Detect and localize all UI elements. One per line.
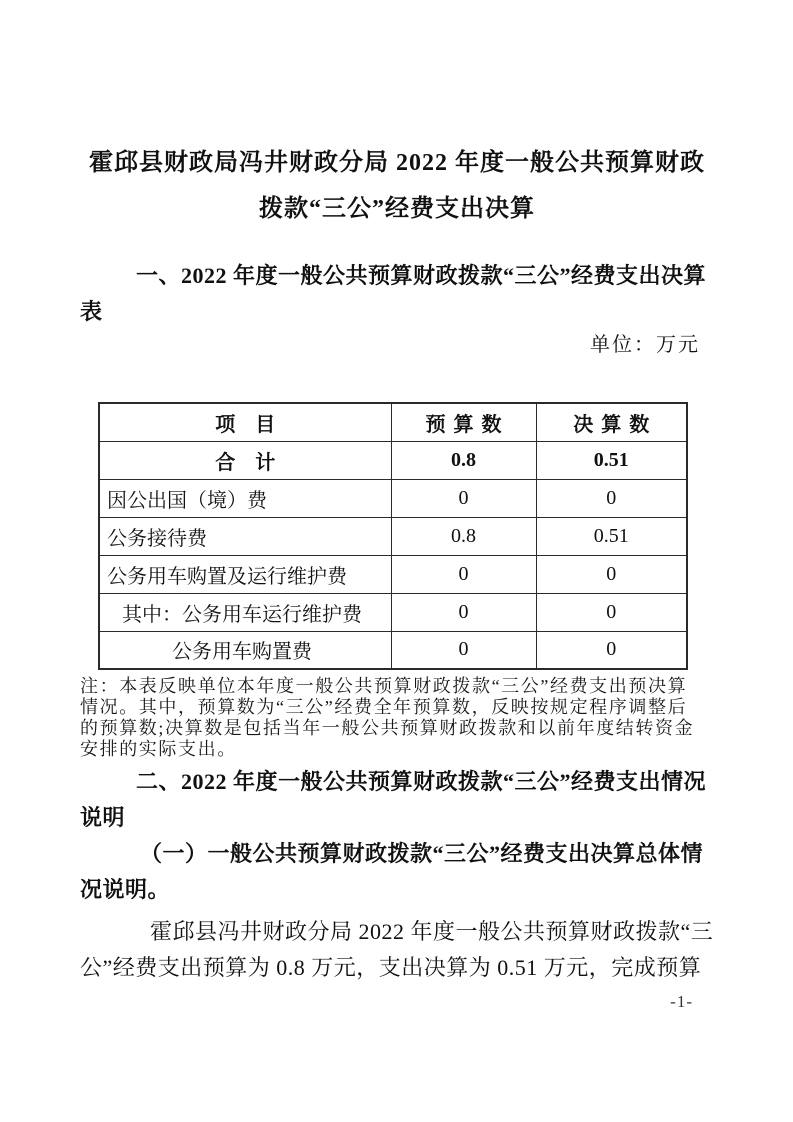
final-value: 0 xyxy=(536,555,687,593)
final-value: 0.51 xyxy=(536,517,687,555)
heading-line: 说明 xyxy=(80,805,126,830)
heading-line: 一、2022 年度一般公共预算财政拨款“三公”经费支出决算 xyxy=(136,263,707,288)
row-label: 公务用车购置费 xyxy=(99,631,391,669)
header-budget-column: 预 算 数 xyxy=(391,403,536,441)
three-public-expense-table xyxy=(98,402,688,670)
paragraph-line: 公”经费支出预算为 0.8 万元，支出决算为 0.51 万元，完成预算 xyxy=(80,955,702,980)
header-final-column: 决 算 数 xyxy=(536,403,687,441)
budget-value: 0 xyxy=(391,631,536,669)
table-note xyxy=(80,676,714,760)
title-line: 拨款“三公”经费支出决算 xyxy=(259,196,535,222)
note-line: 注：本表反映单位本年度一般公共预算财政拨款“三公”经费支出预决算 xyxy=(80,676,688,696)
heading-line: 二、2022 年度一般公共预算财政拨款“三公”经费支出情况 xyxy=(136,769,707,794)
document-title xyxy=(80,140,714,232)
budget-value: 0.8 xyxy=(391,517,536,555)
page-number: -1- xyxy=(670,992,693,1011)
paragraph-line: 霍邱县冯井财政分局 2022 年度一般公共预算财政拨款“三 xyxy=(150,919,714,944)
heading-line: 表 xyxy=(80,299,103,324)
subsection-one-heading xyxy=(80,836,714,908)
table-row-abroad xyxy=(99,479,687,517)
section-two-heading xyxy=(80,764,714,836)
row-label: 其中：公务用车运行维护费 xyxy=(99,593,391,631)
budget-value: 0 xyxy=(391,593,536,631)
table-row-total xyxy=(99,441,687,479)
header-item-column: 项 目 xyxy=(99,403,391,441)
table-row-reception xyxy=(99,517,687,555)
note-line: 安排的实际支出。 xyxy=(80,739,237,759)
table-header-row xyxy=(99,403,687,441)
budget-value: 0 xyxy=(391,555,536,593)
note-line: 的预算数;决算数是包括当年一般公共预算财政拨款和以前年度结转资金 xyxy=(80,718,695,738)
table-row-vehicle-purchase xyxy=(99,631,687,669)
body-paragraph xyxy=(80,914,714,986)
title-line: 霍邱县财政局冯井财政分局 2022 年度一般公共预算财政 xyxy=(89,150,705,176)
row-label: 合 计 xyxy=(99,441,391,479)
section-one-heading xyxy=(80,258,714,330)
final-value: 0.51 xyxy=(536,441,687,479)
document-content xyxy=(80,0,714,986)
budget-value: 0 xyxy=(391,479,536,517)
heading-line: 况说明。 xyxy=(80,877,171,902)
table-row-vehicle-operation xyxy=(99,593,687,631)
final-value: 0 xyxy=(536,631,687,669)
budget-value: 0.8 xyxy=(391,441,536,479)
final-value: 0 xyxy=(536,593,687,631)
note-line: 情况。其中，预算数为“三公”经费全年预算数，反映按规定程序调整后 xyxy=(80,697,688,717)
unit-label: 单位：万元 xyxy=(590,334,700,356)
final-value: 0 xyxy=(536,479,687,517)
row-label: 公务用车购置及运行维护费 xyxy=(99,555,391,593)
row-label: 因公出国（境）费 xyxy=(99,479,391,517)
heading-line: （一）一般公共预算财政拨款“三公”经费支出决算总体情 xyxy=(140,841,704,866)
row-label: 公务接待费 xyxy=(99,517,391,555)
table-row-vehicle-total xyxy=(99,555,687,593)
